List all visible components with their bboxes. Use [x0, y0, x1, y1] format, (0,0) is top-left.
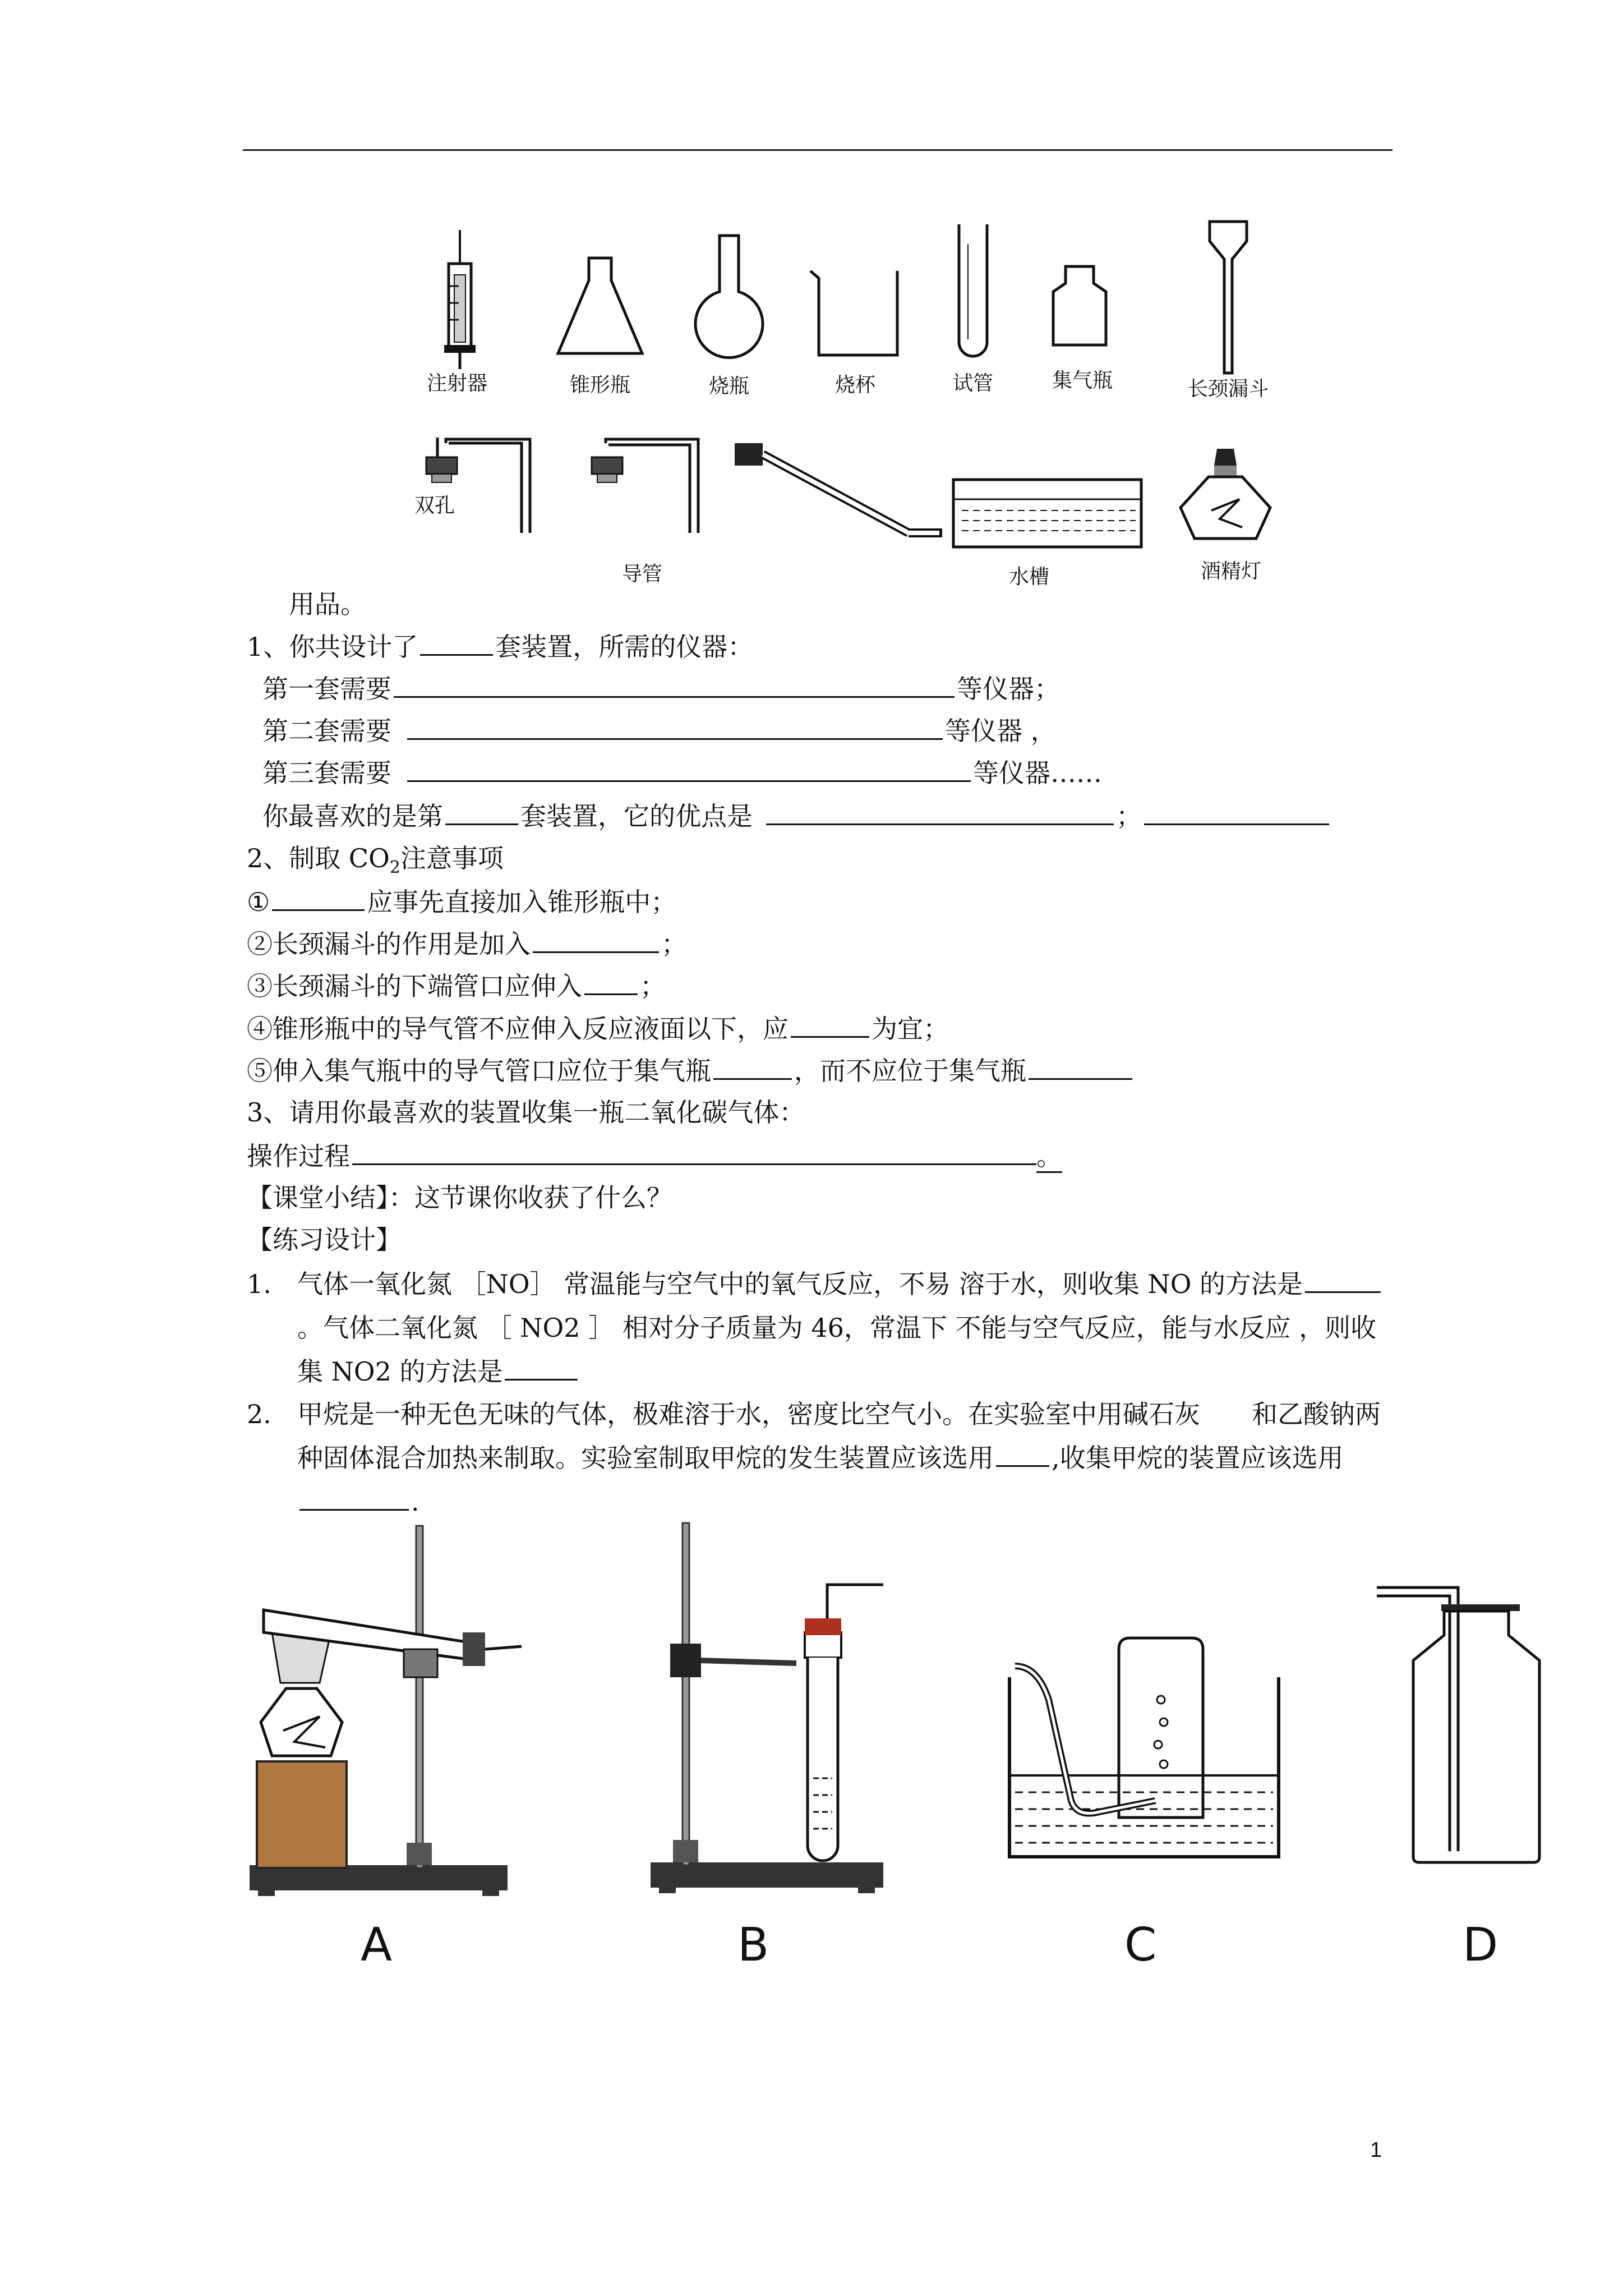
q2-title: 2、制取 $CO_2$注意事项	[247, 843, 504, 878]
q3-operation-line: 操作过程 。	[247, 1139, 1062, 1173]
conical-flask-drawing	[555, 255, 645, 356]
bent-tube-drawing	[732, 438, 945, 550]
set3-blank	[407, 756, 971, 782]
set2-blank	[407, 714, 943, 740]
gas-jar-drawing	[1049, 264, 1110, 348]
apparatus-label-d: D	[1463, 1918, 1498, 1972]
q2-blank-1	[272, 885, 365, 911]
double-hole-label: 双孔	[414, 494, 455, 517]
q3-title: 3、请用你最喜欢的装置收集一瓶二氧化碳气体：	[247, 1097, 805, 1128]
lead-text: 用品。	[289, 589, 366, 619]
apparatus-label-c: C	[1124, 1918, 1157, 1972]
water-trough-label: 水槽	[1008, 565, 1049, 588]
test-tube-label: 试管	[952, 372, 993, 395]
conical-flask-label: 锥形瓶	[569, 374, 630, 397]
q1-line: 1、你共设计了 套装置，所需的仪器：	[247, 629, 753, 664]
syringe-drawing	[432, 230, 488, 370]
p2-blank-2	[299, 1484, 409, 1511]
header-rule	[243, 149, 1393, 151]
q2-blank-4	[791, 1011, 869, 1038]
gas-jar-label: 集气瓶	[1052, 369, 1113, 392]
q1-set1-line: 第一套需要 等仪器；	[262, 671, 1060, 706]
alcohol-lamp-drawing	[1175, 443, 1276, 544]
favorite-blank	[445, 799, 518, 825]
p1-blank-2	[505, 1354, 578, 1381]
summary-heading: 【课堂小结】：这节课你收获了什么？	[247, 1182, 672, 1213]
set1-blank	[394, 671, 955, 698]
delivery-tube-label: 导管	[621, 563, 662, 586]
advantage-blank-2	[1144, 799, 1329, 825]
q2-blank-3	[584, 969, 638, 995]
double-hole-stopper-drawing	[415, 435, 538, 536]
practice-question-2: 2. 甲烷是一种无色无味的气体，极难溶于水，密度比空气小。在实验室中用碱石灰 和乙酸钠两种固体混合加热来制取。实验室制取甲烷的发生装置应该选用 ,收集甲烷的装置应该选用.	[247, 1399, 1381, 1517]
apparatus-label-a: A	[361, 1918, 393, 1972]
p2-blank-1	[996, 1441, 1049, 1467]
round-flask-label: 烧瓶	[708, 375, 749, 398]
syringe-label: 注射器	[426, 372, 487, 395]
q2-item-5: ⑤伸入集气瓶中的导气管口应位于集气瓶 ，而不应位于集气瓶	[247, 1053, 1135, 1088]
advantage-blank	[766, 799, 1114, 825]
water-trough-drawing	[951, 477, 1144, 550]
q2-item-2: ②长颈漏斗的作用是加入 ；	[247, 927, 687, 961]
p1-blank-1	[1305, 1267, 1381, 1293]
q2-blank-5	[713, 1053, 792, 1080]
long-neck-funnel-label: 长颈漏斗	[1187, 378, 1269, 401]
apparatus-b-drawing	[645, 1520, 886, 1907]
q2-item-4: ④锥形瓶中的导气管不应伸入反应液面以下，应 为宜；	[247, 1011, 949, 1046]
q1-set3-line: 第三套需要 等仪器……	[262, 756, 1102, 790]
q1-sets-blank	[420, 629, 493, 656]
beaker-drawing	[808, 268, 903, 358]
beaker-label: 烧杯	[834, 374, 875, 397]
long-neck-funnel-drawing	[1203, 219, 1253, 376]
apparatus-a-drawing	[241, 1520, 527, 1896]
q1-set2-line: 第二套需要 等仪器 ，	[262, 714, 1057, 748]
q2-item-3: ③长颈漏斗的下端管口应伸入 ；	[247, 969, 666, 1003]
alcohol-lamp-label: 酒精灯	[1200, 560, 1261, 583]
q2-item-1: ① 应事先直接加入锥形瓶中；	[247, 885, 676, 919]
test-tube-drawing	[953, 222, 993, 359]
apparatus-d-drawing	[1374, 1582, 1548, 1868]
delivery-tube-drawing	[578, 435, 707, 536]
round-flask-drawing	[693, 233, 766, 362]
apparatus-c-drawing	[1004, 1632, 1284, 1862]
q1-favorite-line: 你最喜欢的是第 套装置，它的优点是 ；	[262, 799, 1331, 833]
operation-blank	[352, 1139, 1036, 1165]
practice-question-1: 1. 气体一氧化氮 ［NO］ 常温能与空气中的氧气反应，不易 溶于水，则收集 NO 的方法是。气体二氧化氮 ［ NO2 ］ 相对分子质量为 46，常温下 不能与空气反应，能与水反应 ，则收集 NO2 的方法是	[297, 1262, 1394, 1393]
q2-blank-2	[533, 927, 659, 953]
practice-heading: 【练习设计】	[247, 1225, 402, 1255]
apparatus-label-b: B	[737, 1918, 769, 1972]
page-number: 1	[1370, 2138, 1382, 2162]
q2-blank-6	[1029, 1053, 1132, 1080]
